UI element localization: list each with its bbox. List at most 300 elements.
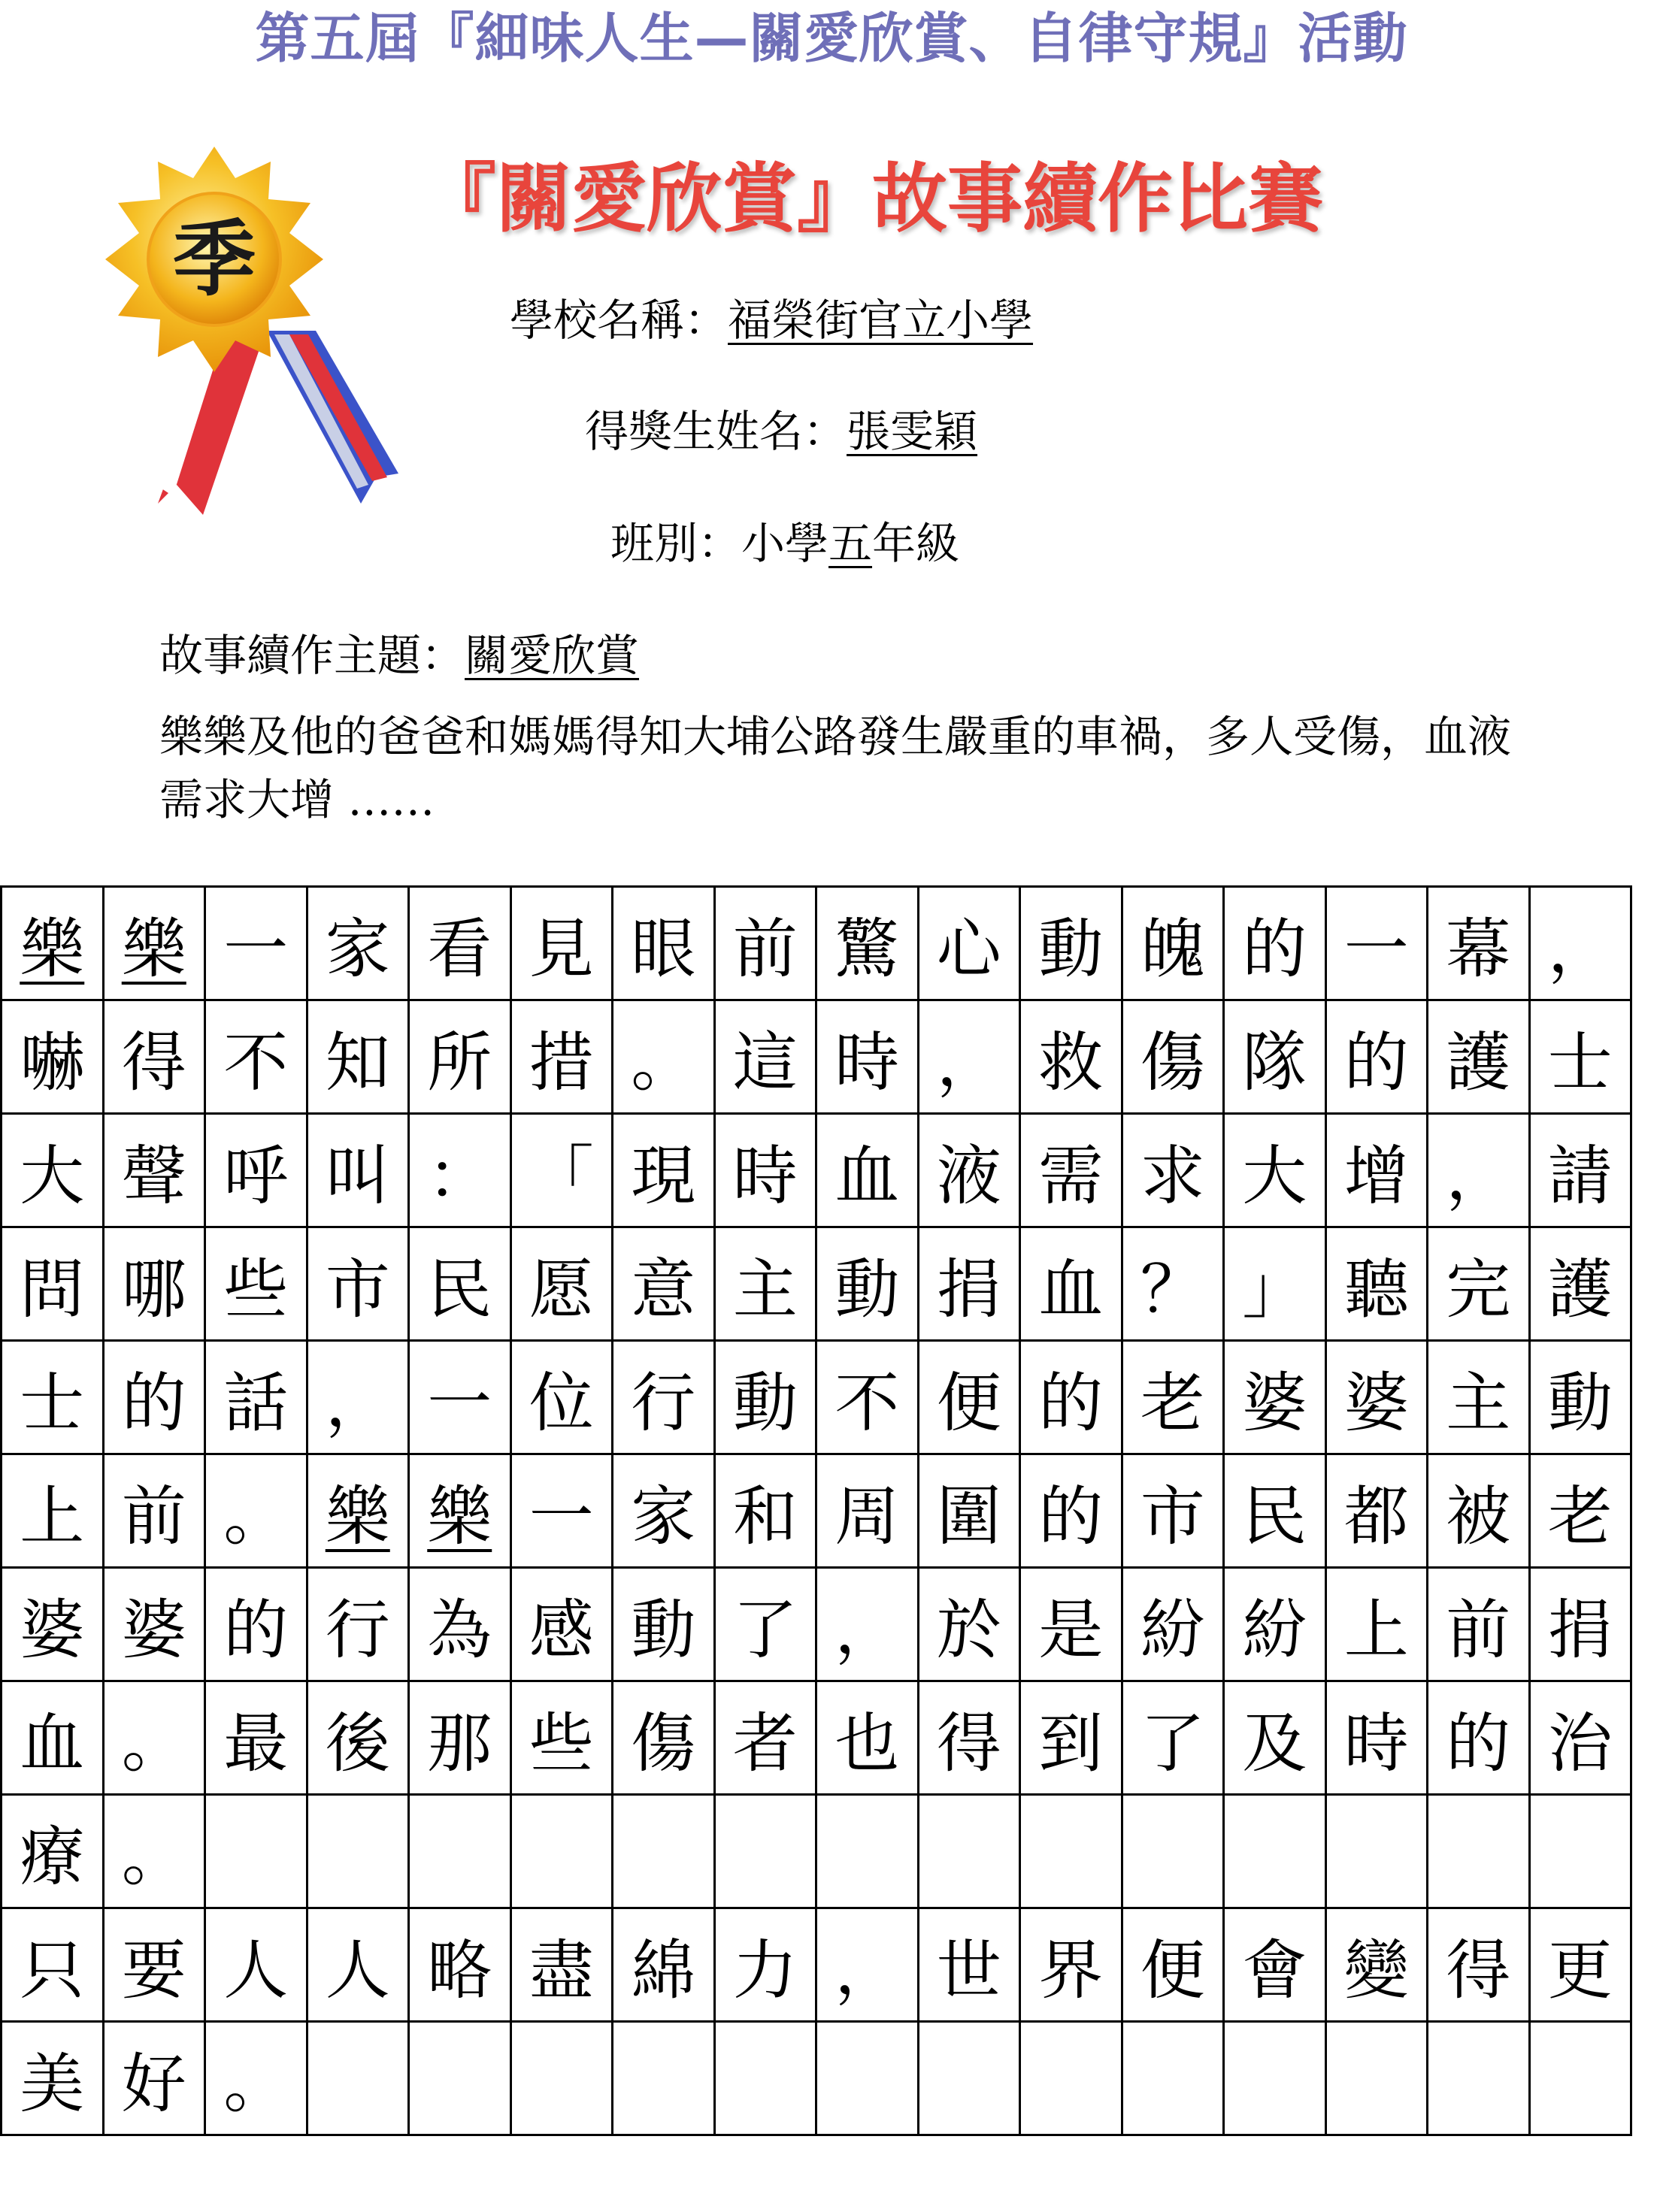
- grid-cell: [308, 1115, 410, 1228]
- grid-cell: [2, 1682, 105, 1796]
- grid-cell: [1531, 1569, 1633, 1682]
- grid-char: 了: [732, 1593, 798, 1668]
- class-label: 班別：小學: [610, 518, 829, 569]
- grid-char: 心: [936, 912, 1001, 987]
- grid-char: 時: [835, 1025, 900, 1100]
- grid-char: 了: [1140, 1706, 1205, 1781]
- grid-cell: [1531, 2023, 1633, 2136]
- grid-cell: [1428, 1455, 1531, 1569]
- grid-char: 便: [1140, 1933, 1205, 2008]
- grid-cell: [1531, 1228, 1633, 1342]
- grid-cell: [1021, 2023, 1123, 2136]
- grid-cell: [716, 1228, 818, 1342]
- grid-cell: [1021, 1001, 1123, 1115]
- grid-char: 看: [427, 912, 492, 987]
- grid-char: 些: [529, 1706, 594, 1781]
- grid-cell: [1428, 1001, 1531, 1115]
- grid-cell: [1123, 1228, 1225, 1342]
- grid-char: 魄: [1140, 912, 1205, 987]
- grid-cell: [105, 1682, 207, 1796]
- grid-cell: [1428, 888, 1531, 1001]
- grid-char: 婆: [1343, 1366, 1409, 1441]
- grid-cell: [2, 2023, 105, 2136]
- grid-cell: [919, 2023, 1022, 2136]
- grid-cell: [512, 1001, 614, 1115]
- grid-char: 好: [121, 2047, 186, 2122]
- grid-char: 前: [121, 1479, 186, 1554]
- grid-cell: [206, 1115, 308, 1228]
- grid-cell: [105, 1569, 207, 1682]
- grid-cell: [1123, 1342, 1225, 1455]
- grid-cell: [105, 1228, 207, 1342]
- grid-cell: [308, 1682, 410, 1796]
- grid-char: 時: [732, 1139, 798, 1214]
- grid-cell: [716, 1342, 818, 1455]
- grid-cell: [1531, 1455, 1633, 1569]
- grid-char: 些: [223, 1252, 289, 1327]
- grid-char: 婆: [121, 1593, 186, 1668]
- grid-char: 的: [1242, 912, 1307, 987]
- grid-char: 話: [223, 1366, 289, 1441]
- grid-char: 和: [732, 1479, 798, 1554]
- grid-char: 要: [121, 1933, 186, 2008]
- grid-char: 捐: [1547, 1593, 1613, 1668]
- grid-cell: [206, 888, 308, 1001]
- grid-cell: [1327, 1001, 1429, 1115]
- grid-cell: [1428, 1796, 1531, 1909]
- grid-cell: [613, 1682, 716, 1796]
- school-value: 福榮街官立小學: [728, 295, 1034, 346]
- grid-cell: [512, 888, 614, 1001]
- grid-cell: [1428, 1682, 1531, 1796]
- grid-char: 傷: [631, 1706, 696, 1781]
- grid-char: 護: [1547, 1252, 1613, 1327]
- grid-cell: [716, 888, 818, 1001]
- grid-cell: [410, 2023, 512, 2136]
- grid-char: ，: [835, 1933, 900, 2008]
- grid-char: 家: [325, 912, 390, 987]
- grid-char: 大: [1242, 1139, 1307, 1214]
- grid-cell: [1225, 1569, 1327, 1682]
- grid-char: 血: [1038, 1252, 1104, 1327]
- writing-grid: [0, 885, 1632, 2136]
- grid-char: 哪: [121, 1252, 186, 1327]
- grid-char: 那: [427, 1706, 492, 1781]
- grid-cell: [512, 1455, 614, 1569]
- grid-cell: [716, 1909, 818, 2023]
- grid-char: 得: [936, 1706, 1001, 1781]
- grid-cell: [410, 1796, 512, 1909]
- grid-cell: [410, 1909, 512, 2023]
- grid-char: 的: [1446, 1706, 1511, 1781]
- grid-cell: [206, 2023, 308, 2136]
- medal-character: 季: [173, 210, 256, 307]
- story-prompt: 樂樂及他的爸爸和媽媽得知大埔公路發生嚴重的車禍，多人受傷，血液需求大增 ……: [159, 711, 1512, 825]
- grid-cell: [1225, 1796, 1327, 1909]
- grid-cell: [1123, 1115, 1225, 1228]
- grid-cell: [105, 1455, 207, 1569]
- grid-cell: [1021, 1342, 1123, 1455]
- grid-cell: [716, 1455, 818, 1569]
- grid-cell: [2, 1115, 105, 1228]
- grid-char: 前: [732, 912, 798, 987]
- grid-char: 的: [1038, 1479, 1104, 1554]
- contest-title: 『關愛欣賞』故事續作比賽: [421, 155, 1323, 243]
- grid-char: 感: [529, 1593, 594, 1668]
- grid-char: 的: [121, 1366, 186, 1441]
- grid-cell: [817, 1115, 919, 1228]
- grid-cell: [613, 1796, 716, 1909]
- grid-char: 市: [1140, 1479, 1205, 1554]
- grid-char: 療: [20, 1820, 85, 1895]
- grid-cell: [1327, 1115, 1429, 1228]
- grid-char: ，: [936, 1025, 1001, 1100]
- grid-char: 老: [1547, 1479, 1613, 1554]
- grid-char: 。: [121, 1706, 186, 1781]
- grid-cell: [817, 1682, 919, 1796]
- grid-char: 只: [20, 1933, 85, 2008]
- grid-cell: [1327, 1569, 1429, 1682]
- grid-cell: [206, 1228, 308, 1342]
- event-title: 第五屆『細味人生—關愛欣賞、自律守規』活動: [255, 7, 1408, 70]
- grid-char: 愿: [529, 1252, 594, 1327]
- grid-char: 最: [223, 1706, 289, 1781]
- grid-cell: [410, 888, 512, 1001]
- grid-cell: [308, 1455, 410, 1569]
- grid-cell: [1021, 1115, 1123, 1228]
- grid-char: 於: [936, 1593, 1001, 1668]
- grid-cell: [2, 1909, 105, 2023]
- grid-cell: [2, 1001, 105, 1115]
- grid-cell: [512, 1682, 614, 1796]
- grid-cell: [1327, 888, 1429, 1001]
- grid-cell: [1225, 1909, 1327, 2023]
- grid-char: 的: [1343, 1025, 1409, 1100]
- grid-cell: [1123, 1682, 1225, 1796]
- grid-cell: [919, 1228, 1022, 1342]
- theme-label: 故事續作主題：: [159, 630, 465, 681]
- grid-char: 人: [325, 1933, 390, 2008]
- grid-cell: [613, 1115, 716, 1228]
- grid-cell: [716, 1001, 818, 1115]
- grid-cell: [1123, 888, 1225, 1001]
- grid-cell: [1327, 1796, 1429, 1909]
- grid-char: 家: [631, 1479, 696, 1554]
- grid-cell: [919, 1682, 1022, 1796]
- grid-char: 捐: [936, 1252, 1001, 1327]
- grid-char: 盡: [529, 1933, 594, 2008]
- grid-cell: [308, 1342, 410, 1455]
- grid-cell: [817, 2023, 919, 2136]
- grid-char: 界: [1038, 1933, 1104, 2008]
- grid-cell: [1123, 1455, 1225, 1569]
- grid-cell: [1123, 2023, 1225, 2136]
- grid-cell: [512, 1909, 614, 2023]
- grid-char: 者: [732, 1706, 798, 1781]
- grid-cell: [1021, 1455, 1123, 1569]
- grid-char: 完: [1446, 1252, 1511, 1327]
- grid-char: 得: [1446, 1933, 1511, 2008]
- grid-cell: [1123, 1909, 1225, 2023]
- grid-char: 護: [1446, 1025, 1511, 1100]
- grid-cell: [1428, 1342, 1531, 1455]
- grid-char: 救: [1038, 1025, 1104, 1100]
- grid-cell: [817, 888, 919, 1001]
- grid-cell: [817, 1001, 919, 1115]
- grid-char: 主: [1446, 1366, 1511, 1441]
- grid-cell: [105, 1115, 207, 1228]
- grid-char: 血: [835, 1139, 900, 1214]
- grid-char: 世: [936, 1933, 1001, 2008]
- grid-char: 動: [835, 1252, 900, 1327]
- grid-char: ，: [325, 1366, 390, 1441]
- grid-char: 上: [1343, 1593, 1409, 1668]
- grid-cell: [1123, 1796, 1225, 1909]
- grid-cell: [2, 1569, 105, 1682]
- grid-cell: [1225, 1001, 1327, 1115]
- class-suffix: 年級: [872, 518, 960, 569]
- grid-char: 周: [835, 1479, 900, 1554]
- grid-char: 行: [325, 1593, 390, 1668]
- grid-char: 」: [1242, 1252, 1307, 1327]
- grid-char: ，: [1446, 1139, 1511, 1214]
- grid-cell: [1225, 1455, 1327, 1569]
- grid-char: 更: [1547, 1933, 1613, 2008]
- grid-char: 會: [1242, 1933, 1307, 2008]
- grid-cell: [613, 1342, 716, 1455]
- grid-cell: [308, 1569, 410, 1682]
- grid-cell: [1428, 2023, 1531, 2136]
- grid-char: 的: [1038, 1366, 1104, 1441]
- grid-cell: [1531, 1796, 1633, 1909]
- school-row: [510, 290, 1033, 350]
- grid-char: 不: [223, 1025, 289, 1100]
- grid-cell: [613, 1569, 716, 1682]
- grid-cell: [1225, 1228, 1327, 1342]
- grid-char: 增: [1343, 1139, 1409, 1214]
- grid-char: 前: [1446, 1593, 1511, 1668]
- grid-cell: [613, 1001, 716, 1115]
- grid-cell: [1327, 1342, 1429, 1455]
- grid-cell: [206, 1682, 308, 1796]
- student-label: 得獎生姓名：: [585, 406, 847, 457]
- grid-cell: [716, 1682, 818, 1796]
- grid-char: 主: [732, 1252, 798, 1327]
- grid-cell: [1123, 1001, 1225, 1115]
- grid-char: 略: [427, 1933, 492, 2008]
- class-value: 五: [828, 518, 873, 569]
- grid-char: 便: [936, 1366, 1001, 1441]
- grid-cell: [410, 1569, 512, 1682]
- grid-cell: [716, 1569, 818, 1682]
- school-label: 學校名稱：: [510, 295, 729, 346]
- grid-cell: [1225, 2023, 1327, 2136]
- grid-cell: [613, 2023, 716, 2136]
- grid-char: 。: [223, 2047, 289, 2122]
- grid-cell: [1531, 1342, 1633, 1455]
- grid-cell: [410, 1342, 512, 1455]
- grid-char: 血: [20, 1706, 85, 1781]
- grid-char: 叫: [325, 1139, 390, 1214]
- grid-cell: [919, 888, 1022, 1001]
- class-row: [610, 513, 959, 573]
- grid-char: 需: [1038, 1139, 1104, 1214]
- grid-char: 隊: [1242, 1025, 1307, 1100]
- grid-char: 人: [223, 1933, 289, 2008]
- grid-char: 呼: [223, 1139, 289, 1214]
- grid-char: 一: [223, 912, 289, 987]
- grid-cell: [1531, 1001, 1633, 1115]
- grid-char: 力: [732, 1933, 798, 2008]
- grid-char: 問: [20, 1252, 85, 1327]
- grid-cell: [919, 1001, 1022, 1115]
- grid-char: 美: [20, 2047, 85, 2122]
- grid-char: 嚇: [20, 1025, 85, 1100]
- grid-char: 動: [1038, 912, 1104, 987]
- grid-char: 見: [529, 912, 594, 987]
- grid-char: 市: [325, 1252, 390, 1327]
- grid-cell: [410, 1115, 512, 1228]
- grid-char: 是: [1038, 1593, 1104, 1668]
- grid-cell: [512, 1228, 614, 1342]
- grid-cell: [1225, 1682, 1327, 1796]
- grid-char: 意: [631, 1252, 696, 1327]
- grid-char: ，: [1547, 912, 1613, 987]
- grid-char: 驚: [835, 912, 900, 987]
- grid-cell: [613, 1228, 716, 1342]
- grid-char: 不: [835, 1366, 900, 1441]
- grid-cell: [1021, 1909, 1123, 2023]
- grid-char: 樂: [20, 912, 85, 987]
- grid-char: 液: [936, 1139, 1001, 1214]
- grid-cell: [1021, 1569, 1123, 1682]
- grid-char: 後: [325, 1706, 390, 1781]
- grid-cell: [410, 1455, 512, 1569]
- grid-cell: [2, 888, 105, 1001]
- grid-char: 。: [631, 1025, 696, 1100]
- student-value: 張雯穎: [847, 406, 978, 457]
- grid-char: 這: [732, 1025, 798, 1100]
- grid-cell: [2, 1455, 105, 1569]
- grid-char: 請: [1547, 1139, 1613, 1214]
- grid-cell: [308, 1909, 410, 2023]
- grid-char: 綿: [631, 1933, 696, 2008]
- grid-char: 時: [1343, 1706, 1409, 1781]
- grid-char: 動: [1547, 1366, 1613, 1441]
- grid-char: 紛: [1140, 1593, 1205, 1668]
- grid-char: 樂: [325, 1479, 390, 1554]
- grid-char: 知: [325, 1025, 390, 1100]
- grid-char: 士: [1547, 1025, 1613, 1100]
- grid-cell: [206, 1455, 308, 1569]
- grid-cell: [1327, 1455, 1429, 1569]
- grid-cell: [1327, 1682, 1429, 1796]
- grid-char: 現: [631, 1139, 696, 1214]
- grid-cell: [105, 1342, 207, 1455]
- grid-char: 動: [631, 1593, 696, 1668]
- grid-cell: [1225, 1342, 1327, 1455]
- grid-cell: [1428, 1569, 1531, 1682]
- grid-char: 到: [1038, 1706, 1104, 1781]
- grid-cell: [512, 1342, 614, 1455]
- grid-cell: [817, 1909, 919, 2023]
- grid-char: 位: [529, 1366, 594, 1441]
- grid-cell: [1021, 888, 1123, 1001]
- grid-cell: [919, 1569, 1022, 1682]
- grid-cell: [1021, 1796, 1123, 1909]
- grid-cell: [919, 1455, 1022, 1569]
- grid-char: 聲: [121, 1139, 186, 1214]
- grid-cell: [308, 1228, 410, 1342]
- grid-cell: [1123, 1569, 1225, 1682]
- grid-cell: [105, 2023, 207, 2136]
- grid-cell: [308, 888, 410, 1001]
- grid-cell: [206, 1001, 308, 1115]
- theme-value: 關愛欣賞: [465, 630, 640, 681]
- grid-char: ：: [427, 1139, 492, 1214]
- grid-cell: [105, 1001, 207, 1115]
- grid-char: 治: [1547, 1706, 1613, 1781]
- grid-cell: [512, 1569, 614, 1682]
- grid-cell: [206, 1796, 308, 1909]
- grid-cell: [206, 1569, 308, 1682]
- grid-cell: [817, 1228, 919, 1342]
- grid-cell: [1021, 1228, 1123, 1342]
- grid-char: 婆: [20, 1593, 85, 1668]
- grid-char: 紛: [1242, 1593, 1307, 1668]
- grid-cell: [1531, 1682, 1633, 1796]
- grid-cell: [1327, 1909, 1429, 2023]
- grid-cell: [308, 1001, 410, 1115]
- grid-cell: [1428, 1115, 1531, 1228]
- grid-char: 為: [427, 1593, 492, 1668]
- grid-cell: [512, 2023, 614, 2136]
- grid-cell: [1428, 1909, 1531, 2023]
- grid-char: 一: [1343, 912, 1409, 987]
- grid-char: 民: [1242, 1479, 1307, 1554]
- grid-cell: [919, 1796, 1022, 1909]
- grid-cell: [410, 1682, 512, 1796]
- grid-cell: [613, 888, 716, 1001]
- grid-char: 也: [835, 1706, 900, 1781]
- grid-cell: [1327, 1228, 1429, 1342]
- grid-cell: [512, 1115, 614, 1228]
- grid-cell: [206, 1342, 308, 1455]
- grid-char: 「: [529, 1139, 594, 1214]
- grid-cell: [410, 1001, 512, 1115]
- grid-cell: [1225, 888, 1327, 1001]
- grid-cell: [919, 1342, 1022, 1455]
- grid-cell: [817, 1342, 919, 1455]
- grid-char: 婆: [1242, 1366, 1307, 1441]
- grid-char: 。: [121, 1820, 186, 1895]
- grid-cell: [105, 888, 207, 1001]
- grid-char: 民: [427, 1252, 492, 1327]
- grid-char: 一: [427, 1366, 492, 1441]
- grid-char: ？: [1140, 1252, 1205, 1327]
- grid-cell: [716, 1796, 818, 1909]
- grid-cell: [206, 1909, 308, 2023]
- grid-char: 求: [1140, 1139, 1205, 1214]
- student-row: [585, 401, 977, 461]
- grid-cell: [613, 1909, 716, 2023]
- grid-char: 所: [427, 1025, 492, 1100]
- grid-char: 傷: [1140, 1025, 1205, 1100]
- grid-cell: [1225, 1115, 1327, 1228]
- grid-char: 士: [20, 1366, 85, 1441]
- grid-cell: [817, 1796, 919, 1909]
- grid-cell: [817, 1455, 919, 1569]
